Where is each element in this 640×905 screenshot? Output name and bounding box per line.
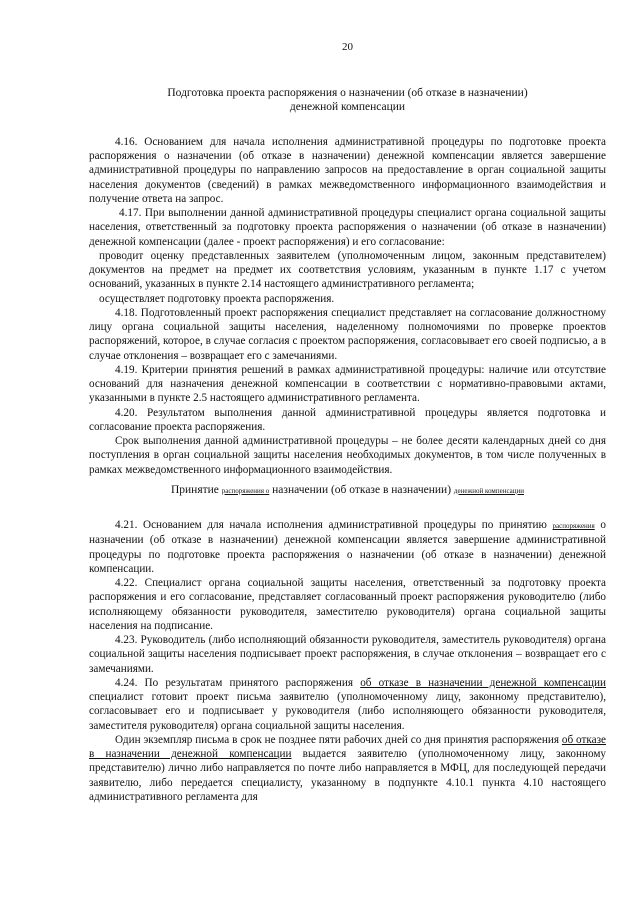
paragraph-4-19: 4.19. Критерии принятия решений в рамках административной процедуры: наличие или отсутствие оснований для назначения денежной компенсации в соответствии с нормативно-правовыми актами, указанными в пункте 2.5 настоящего административного регламента. [89,363,606,405]
paragraph-text: 4.21. Основанием для начала исполнения административной процедуры по принятию [115,519,553,532]
paragraph-4-23: 4.23. Руководитель (либо исполняющий обязанности руководителя, заместитель руководителя) органа социальной защиты населения подписывает проект распоряжения, в случае отклонения – возвращает его с замечаниями. [89,634,606,675]
paragraph-text: выдается заявителю (уполномоченному лицу, законному представителю) лично либо направляется по почте либо направляется в МФЦ, для последующей передачи заявителю, либо передается специалисту, указанному в подпункте 4.10.1 пункта 4.10 настоящего административного регламента для [89,748,606,803]
paragraph-text: специалист готовит проект письма заявителю (уполномоченному лицу, законному представителю), согласовывает его и подписывает у руководителя (либо исполняющего обязанности руководителя, заместителя руководителя) органа социальной защиты населения. [89,691,606,732]
section-heading-preparation [89,86,606,115]
paragraph-4-17-item-b: осуществляет подготовку проекта распоряжения. [99,292,335,305]
paragraph-4-21 [89,518,606,576]
paragraph-text: 4.24. По результатам принятого распоряжения [115,676,361,689]
paragraph-text: о назначении (об отказе в назначении) денежной компенсации является завершение административной процедуры по подготовке проекта распоряжения о назначении (об отказе в назначении) денежной компенсации. [89,519,606,575]
paragraph-4-20: 4.20. Результатом выполнения данной административной процедуры является подготовка и согласование проекта распоряжения. [89,406,606,433]
section-heading-line: Подготовка проекта распоряжения о назначении (об отказе в назначении) [167,87,528,99]
underlined-text: об отказе в назначении денежной компенсации [89,733,606,761]
section-heading-text: Принятие [170,483,222,496]
paragraph-4-18: 4.18. Подготовленный проект распоряжения специалист представляет на согласование должностному лицу органа социальной защиты населения, наделенному полномочиями по проверке проектов распоряжений, которое, в случае согласия с проектом распоряжения, согласовывает его своей подписью, а в случае отклонения – возвращает его с замечаниями. [89,306,606,362]
section-heading-small-text: распоряжения о [221,486,270,495]
paragraph-4-24 [89,676,606,733]
paragraph-4-20-term: Срок выполнения данной административной процедуры – не более десяти календарных дней со дня поступления в орган социальной защиты населения необходимых документов, в том числе полученных в рамках межведомственного информационного взаимодействия. [89,435,606,476]
paragraph-4-17-item-a: проводит оценку представленных заявителем (уполномоченным лицом, законным представителем) документов на предмет на предмет их соответствия условиям, указанным в пункте 1.17 с учетом оснований, указанных в пункте 2.14 настоящего административного регламента; [89,249,606,291]
section-heading-line: денежной компенсации [289,101,406,114]
paragraph-4-22: 4.22. Специалист органа социальной защиты населения, ответственный за подготовку проекта распоряжения и его согласование, представляет согласованный проект распоряжения руководителю (либо исполняющему обязанности руководителя, заместителю руководителя) органа социальной защиты населения на подписание. [89,577,606,632]
paragraph-small-text: распоряжения [552,522,595,531]
page-number: 20 [342,41,353,53]
paragraph-4-24-copy [89,733,606,804]
underlined-text: об отказе в назначении денежной компенсации [360,676,607,689]
paragraph-text: Один экземпляр письма в срок не позднее пяти рабочих дней со дня принятия распоряжения [115,733,562,746]
paragraph-4-17: 4.17. При выполнении данной административной процедуры специалист органа социальной защиты населения, ответственный за подготовку проекта распоряжения о назначении (об отказе в назначении) денежной компенсации (далее - проект распоряжения) и его согласование: [89,207,606,248]
paragraph-4-16: 4.16. Основанием для начала исполнения административной процедуры по подготовке проекта распоряжения о назначении (об отказе в назначении) денежной компенсации является завершение административной процедуры по направлению запросов на предоставление в орган социальной защиты населения документов (сведений) в рамках межведомственного информационного взаимодействия и получение ответа на запрос. [89,135,606,205]
section-heading-text: назначении (об отказе в назначении) [269,483,454,496]
section-heading-small-text: денежной компенсации [453,486,525,495]
section-heading-adoption [89,483,606,498]
